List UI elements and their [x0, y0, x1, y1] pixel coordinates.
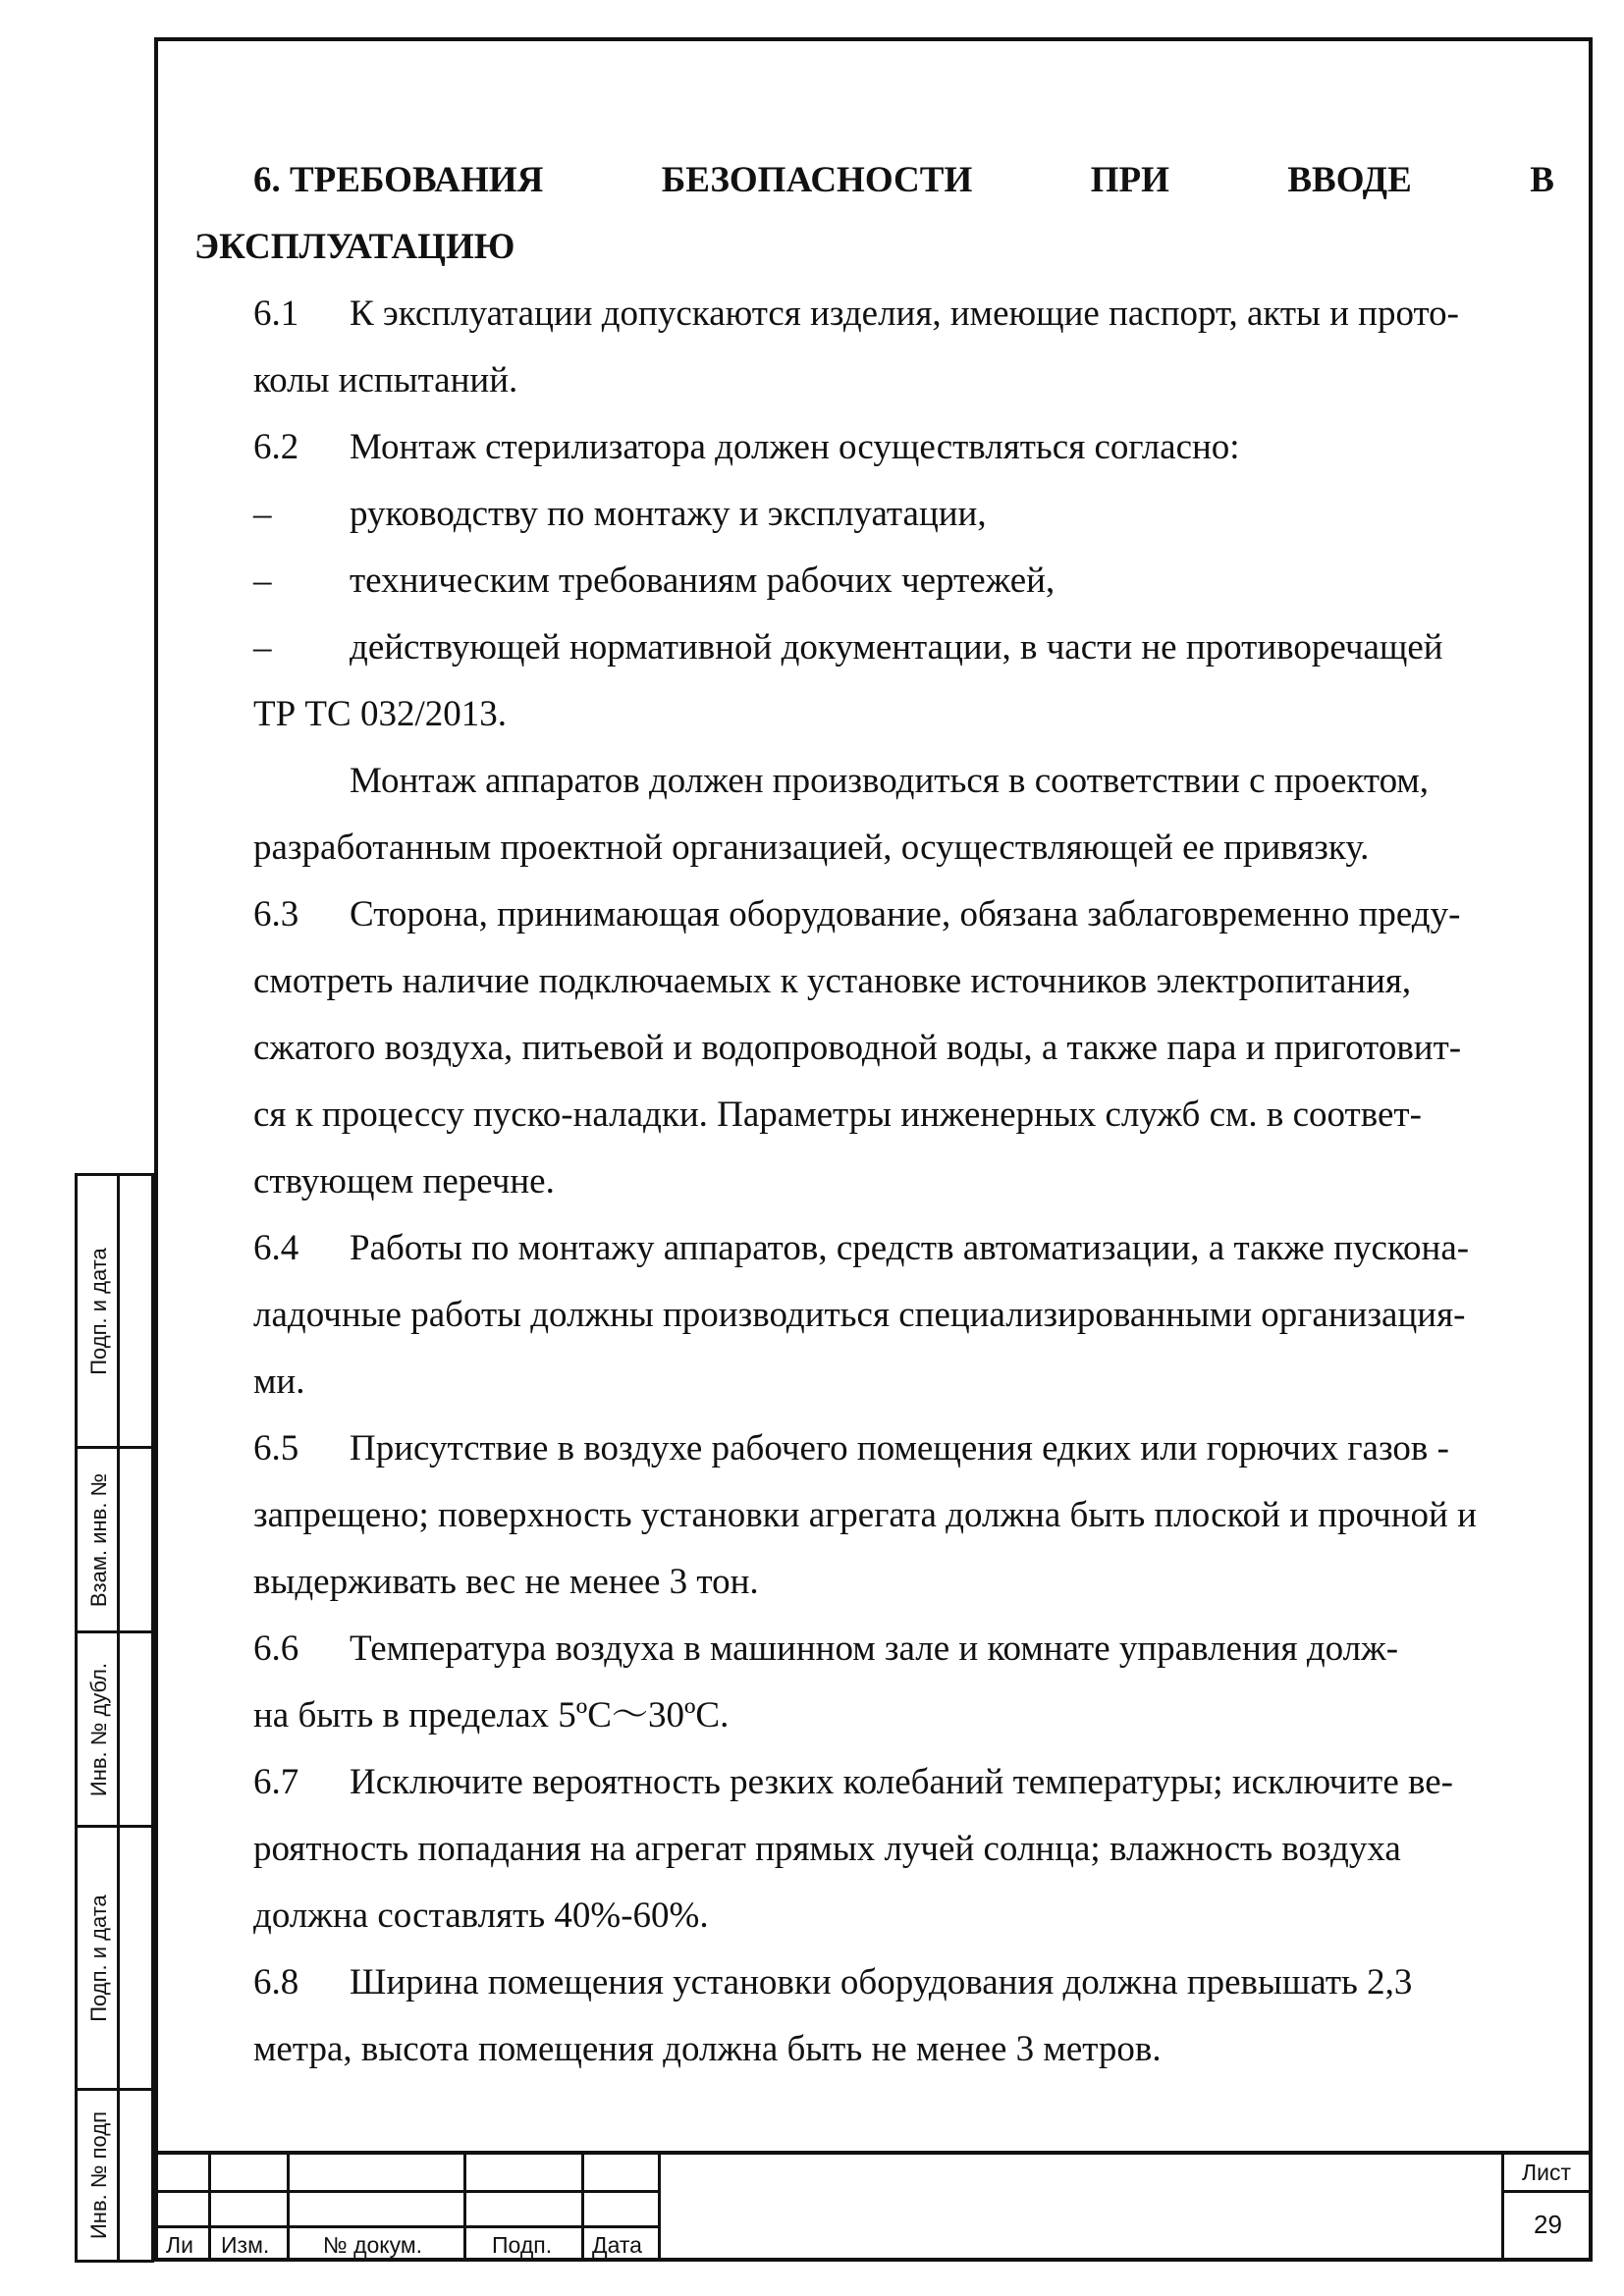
side-stamp-cell	[81, 1633, 117, 1825]
side-stamp-divider	[117, 1176, 120, 2260]
text-line: Температура воздуха в машинном зале и комнате управления долж-	[350, 1629, 1399, 1669]
side-stamp-label: Взам. инв. №	[86, 1472, 112, 1607]
side-stamp-cell	[81, 1176, 117, 1446]
side-stamp-label: Инв. № дубл.	[86, 1662, 112, 1796]
list-item	[253, 548, 1554, 614]
side-stamp-cell	[81, 1828, 117, 2088]
side-stamp-label: Подп. и дата	[86, 1894, 111, 2022]
paragraph-6-2	[253, 414, 1554, 481]
side-stamp-cell	[81, 1449, 117, 1630]
text-line: метра, высота помещения должна быть не менее 3 метров.	[253, 2029, 1162, 2069]
side-stamp	[75, 1173, 154, 2263]
title-block-rule	[1504, 2190, 1589, 2193]
col-data-label: Дата	[592, 2232, 642, 2258]
sheet-number: 29	[1534, 2210, 1562, 2239]
text-line: руководству по монтажу и эксплуатации,	[350, 494, 987, 534]
text-line: выдерживать вес не менее 3 тон.	[253, 1562, 759, 1602]
text-line: на быть в пределах 5ºС～30ºС.	[253, 1695, 730, 1735]
col-li-label: Ли	[166, 2232, 193, 2258]
text-line: ми.	[253, 1362, 305, 1402]
side-stamp-label: Подп. и дата	[86, 1247, 111, 1375]
list-item	[253, 614, 1554, 748]
clause-number: 6.1	[253, 294, 299, 334]
dash-marker: –	[253, 494, 272, 534]
title-block-rule	[154, 2190, 661, 2193]
text-line: запрещено; поверхность установки агрегата должна быть плоской и прочной и	[253, 1495, 1477, 1535]
clause-number: 6.8	[253, 1962, 299, 2002]
text-line: Исключите вероятность резких колебаний температуры; исключите ве-	[350, 1762, 1453, 1802]
clause-number: 6.7	[253, 1762, 299, 1802]
paragraph-6-8	[253, 1949, 1554, 2083]
paragraph-6-4	[253, 1215, 1554, 1415]
text-line: действующей нормативной документации, в части не противоречащей	[350, 627, 1443, 667]
text-line: К эксплуатации допускаются изделия, имеющие паспорт, акты и прото-	[350, 294, 1459, 334]
clause-number: 6.5	[253, 1428, 299, 1468]
text-line: Ширина помещения установки оборудования должна превышать 2,3	[350, 1962, 1413, 2002]
list-item	[253, 481, 1554, 548]
text-line: сжатого воздуха, питьевой и водопроводной воды, а также пара и приготовит-	[253, 1028, 1462, 1068]
paragraph-6-7	[253, 1749, 1554, 1949]
text-line: роятность попадания на агрегат прямых лучей солнца; влажность воздуха	[253, 1829, 1401, 1869]
text-line: ствующем перечне.	[253, 1161, 555, 1201]
col-podp-label: Подп.	[492, 2232, 553, 2258]
col-izm-label: Изм.	[221, 2232, 270, 2258]
col-doc-label: № докум.	[323, 2232, 423, 2258]
clause-number: 6.3	[253, 894, 299, 934]
text-line: Присутствие в воздухе рабочего помещения едких или горючих газов -	[350, 1428, 1449, 1468]
text-line: разработанным проектной организацией, осуществляющей ее привязку.	[253, 828, 1370, 868]
text-line: Монтаж стерилизатора должен осуществляться согласно:	[350, 427, 1240, 467]
text-line: должна составлять 40%-60%.	[253, 1896, 709, 1936]
side-stamp-label: Инв. № подп	[86, 2110, 112, 2240]
text-line: Сторона, принимающая оборудование, обязана заблаговременно преду-	[350, 894, 1461, 934]
title-block-rule	[154, 2225, 661, 2228]
text-line: Работы по монтажу аппаратов, средств автоматизации, а также пускона-	[350, 1228, 1470, 1268]
text-line: ладочные работы должны производиться специализированными организация-	[253, 1295, 1466, 1335]
title-block-cell	[661, 2155, 1504, 2262]
document-body	[194, 147, 1554, 2083]
paragraph-6-6	[253, 1616, 1554, 1749]
text-line: ся к процессу пуско-наладки. Параметры инженерных служб см. в соответ-	[253, 1095, 1422, 1135]
clause-number: 6.6	[253, 1629, 299, 1669]
title-block	[154, 2151, 1593, 2266]
section-heading	[253, 147, 1554, 214]
heading-word: БЕЗОПАСНОСТИ	[661, 160, 973, 200]
paragraph-montage	[253, 748, 1554, 881]
heading-word: 6. ТРЕБОВАНИЯ	[253, 160, 544, 200]
paragraph-6-1	[253, 281, 1554, 414]
dash-marker: –	[253, 627, 272, 667]
heading-word: ПРИ	[1090, 160, 1169, 200]
paragraph-6-3	[253, 881, 1554, 1215]
section-heading-continued: ЭКСПЛУАТАЦИЮ	[194, 227, 515, 267]
dash-marker: –	[253, 561, 272, 601]
sheet-label: Лист	[1522, 2160, 1571, 2185]
side-stamp-cell	[81, 2091, 117, 2260]
heading-word: ВВОДЕ	[1287, 160, 1412, 200]
paragraph-6-5	[253, 1415, 1554, 1616]
text-line: ТР ТС 032/2013.	[253, 694, 507, 734]
text-line: колы испытаний.	[253, 360, 518, 400]
text-line: техническим требованиям рабочих чертежей,	[350, 561, 1056, 601]
clause-number: 6.4	[253, 1228, 299, 1268]
clause-number: 6.2	[253, 427, 299, 467]
text-line: Монтаж аппаратов должен производиться в соответствии с проектом,	[350, 761, 1430, 801]
heading-word: В	[1530, 160, 1554, 200]
text-line: смотреть наличие подключаемых к установке источников электропитания,	[253, 961, 1412, 1001]
